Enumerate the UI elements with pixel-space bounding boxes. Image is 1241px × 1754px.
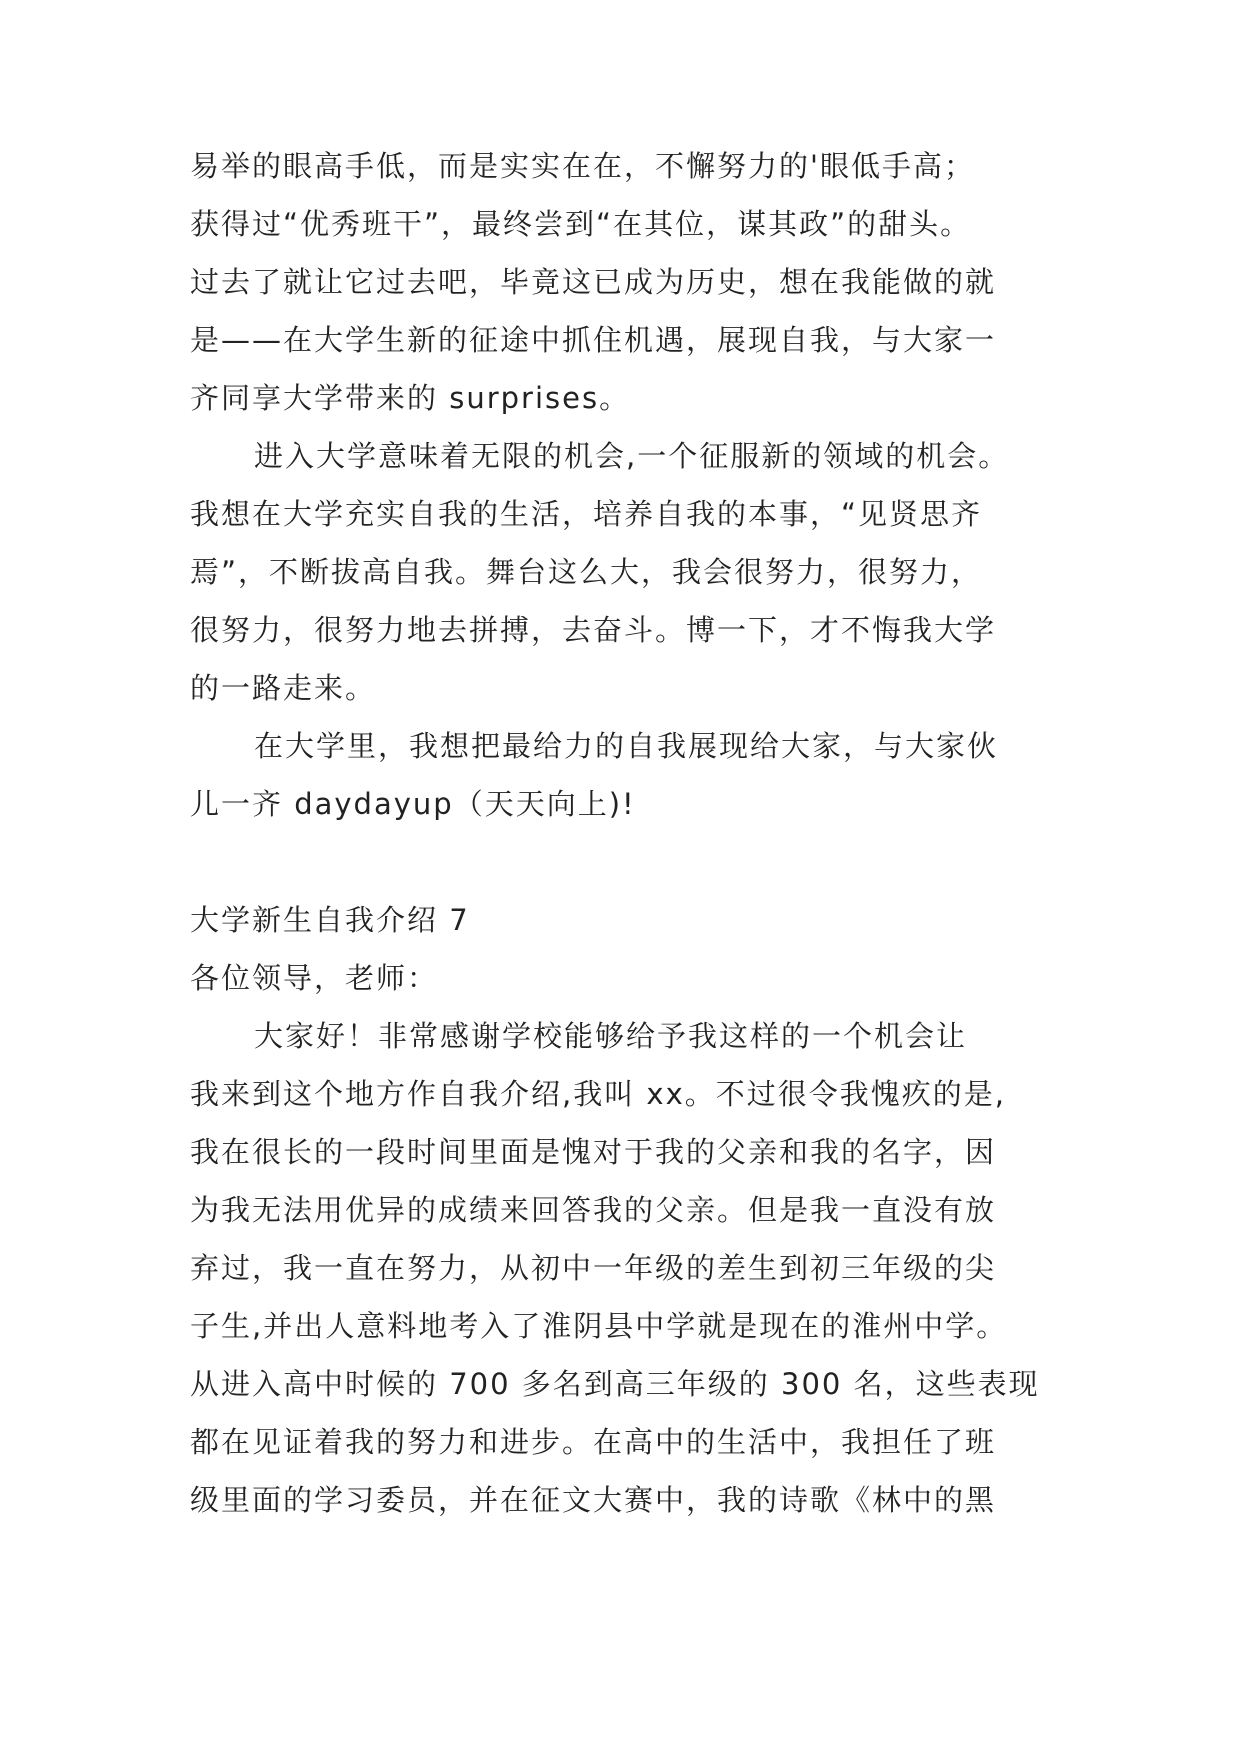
text-line: 子生,并出人意料地考入了淮阴县中学就是现在的淮州中学。 (190, 1309, 1008, 1343)
text-line: 弃过，我一直在努力，从初中一年级的差生到初三年级的尖 (190, 1251, 997, 1285)
text-line: 过去了就让它过去吧，毕竟这已成为历史，想在我能做的就 (190, 265, 997, 299)
text-line: 齐同享大学带来的 surprises。 (190, 381, 631, 415)
text-line: 级里面的学习委员，并在征文大赛中，我的诗歌《林中的黑 (190, 1483, 997, 1517)
text-line: 都在见证着我的努力和进步。在高中的生活中，我担任了班 (190, 1425, 997, 1459)
text-line: 为我无法用优异的成绩来回答我的父亲。但是我一直没有放 (190, 1193, 997, 1227)
text-line: 我在很长的一段时间里面是愧对于我的父亲和我的名字，因 (190, 1135, 997, 1169)
text-line: 焉”，不断拔高自我。舞台这么大，我会很努力，很努力， (190, 555, 983, 589)
text-line: 很努力，很努力地去拼搏，去奋斗。博一下，才不悔我大学 (190, 613, 997, 647)
text-line: 我来到这个地方作自我介绍,我叫 xx。不过很令我愧疚的是, (190, 1077, 1006, 1111)
salutation: 各位领导，老师： (190, 961, 439, 995)
text-line: 获得过“优秀班干”，最终尝到“在其位，谋其政”的甜头。 (190, 207, 972, 241)
text-line: 从进入高中时候的 700 多名到高三年级的 300 名，这些表现 (190, 1367, 1040, 1401)
text-line: 大家好！非常感谢学校能够给予我这样的一个机会让 (254, 1019, 968, 1053)
text-line: 是——在大学生新的征途中抓住机遇，展现自我，与大家一 (190, 323, 997, 357)
text-line: 儿一齐 daydayup（天天向上)! (190, 787, 636, 821)
text-line: 的一路走来。 (190, 671, 377, 705)
section-title: 大学新生自我介绍 7 (190, 903, 470, 937)
text-line: 我想在大学充实自我的生活，培养自我的本事，“见贤思齐 (190, 497, 983, 531)
text-line: 在大学里，我想把最给力的自我展现给大家，与大家伙 (254, 729, 999, 763)
text-line: 进入大学意味着无限的机会,一个征服新的领域的机会。 (254, 439, 1010, 473)
text-line: 易举的眼高手低，而是实实在在，不懈努力的'眼低手高； (190, 149, 975, 183)
